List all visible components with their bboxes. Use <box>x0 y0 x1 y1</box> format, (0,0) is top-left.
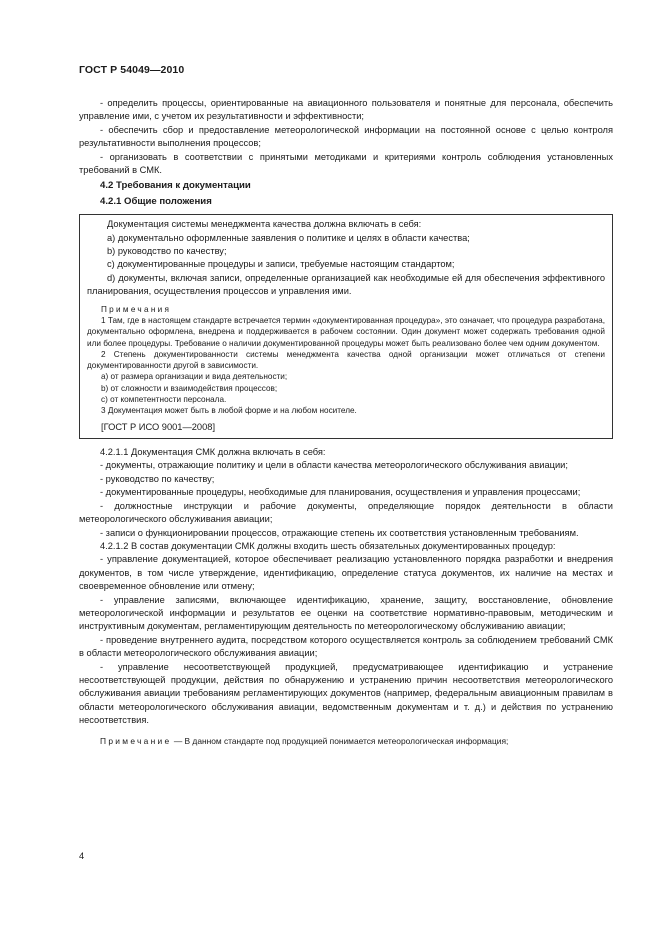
clause-4211-item: - руководство по качеству; <box>100 473 215 484</box>
clause-4211-item: - должностные инструкции и рабочие документы, определяющие порядок деятельности в области метеорологического обслуживания авиации; <box>79 500 613 525</box>
note-2: 2 Степень документированности системы менеджмента качества одной организации может отличаться от степени документированности другой в зависимости. <box>87 349 605 371</box>
box-item: c) документированные процедуры и записи, требуемые настоящим стандартом; <box>107 259 455 270</box>
note-2-item: b) от сложности и взаимодействия процессов; <box>101 383 278 393</box>
clause-4212-item: - проведение внутреннего аудита, посредством которого осуществляется контроль за соблюдением требований СМК в области метеорологического обслуживания авиации; <box>79 634 613 659</box>
box-item: b) руководство по качеству; <box>107 246 227 257</box>
note-1: 1 Там, где в настоящем стандарте встречается термин «документированная процедура», это означает, что процедура разработана, документально оформлена, внедрена и поддерживается в рабочем состоянии. Один документ может содержать требования одной или более процедуры. Требование о наличии документированной процедуры может быть реализовано более чем одним документом. <box>87 315 605 348</box>
intro-item: - обеспечить сбор и предоставление метеорологической информации на постоянной основе с целью контроля результативности выполнения процессов; <box>79 124 613 149</box>
note-2-item: c) от компетентности персонала. <box>101 395 227 405</box>
intro-item: - определить процессы, ориентированные на авиационного пользователя и понятные для персонала, обеспечить управление ими, с учетом их результативности и эффективности; <box>79 98 613 122</box>
box-notes <box>87 304 605 417</box>
clause-4211-intro: 4.2.1.1 Документация СМК должна включать в себя: <box>100 447 326 458</box>
subsection-heading: 4.2.1 Общие положения <box>100 195 212 207</box>
box-intro: Документация системы менеджмента качества должна включать в себя: <box>107 219 422 230</box>
quoted-standard-box <box>79 214 613 439</box>
clause-4211-item: - записи о функционировании процессов, отражающие степень их соответствия установленным требованиям. <box>100 527 579 538</box>
bottom-note <box>79 735 613 748</box>
box-item: d) документы, включая записи, определенные организацией как необходимые ей для обеспечения эффективного планирования, осуществления процессов и управления ими. <box>87 272 605 297</box>
page-number: 4 <box>79 851 85 861</box>
clause-4211-item: - документированные процедуры, необходимые для планирования, осуществления и управления процессами; <box>100 487 581 498</box>
note-3: 3 Документация может быть в любой форме и на любом носителе. <box>101 406 357 416</box>
intro-item: - организовать в соответствии с принятыми методиками и критериями контроль соблюдения установленных требований в СМК. <box>79 151 613 176</box>
clause-4212-item: - управление записями, включающее идентификацию, хранение, защиту, восстановление, обновление метеорологической информации и результатов ее оценки на соответствие нормативно-правовым, методическим и инструктивным документам, регламентирующим деятельность по метеорологическому обслуживанию авиации; <box>79 594 613 632</box>
bottom-note-text: — В данном стандарте под продукцией понимается метеорологическая информация; <box>173 735 509 746</box>
clause-4212-item: - управление документацией, которое обеспечивает реализацию установленного порядка разработки и внедрения документов, в том числе утверждение, идентификацию, определение статуса документов, их наличие на местах и своевременное обновление или отмену; <box>79 554 613 592</box>
document-header: ГОСТ Р 54049—2010 <box>79 64 185 76</box>
section-heading: 4.2 Требования к документации <box>100 180 251 192</box>
note-2-item: a) от размера организации и вида деятельности; <box>101 372 288 382</box>
bottom-note-label: Примечание <box>100 735 172 746</box>
clause-4211-item: - документы, отражающие политику и цели в области качества метеорологического обслуживания авиации; <box>100 460 568 471</box>
box-item: a) документально оформленные заявления о политике и целях в области качества; <box>107 232 470 243</box>
notes-title: Примечания <box>101 304 172 314</box>
clause-4212-item: - управление несоответствующей продукцией, предусматривающее идентификацию и устранение несоответствующей продукции, действия по обнаружению и устранению причин несоответствия метеорологического обслуживания авиации требованиям регламентирующих документов (например, федеральным авиационным правилам в области метеорологического обслуживания авиации, ведомственным документам и т. д.) и действия по устранению несоответствия. <box>79 661 613 726</box>
standard-reference: [ГОСТ Р ИСО 9001—2008] <box>101 421 216 432</box>
clause-4212-intro: 4.2.1.2 В состав документации СМК должны входить шесть обязательных документированных процедур: <box>100 540 556 551</box>
page-content <box>79 97 613 748</box>
